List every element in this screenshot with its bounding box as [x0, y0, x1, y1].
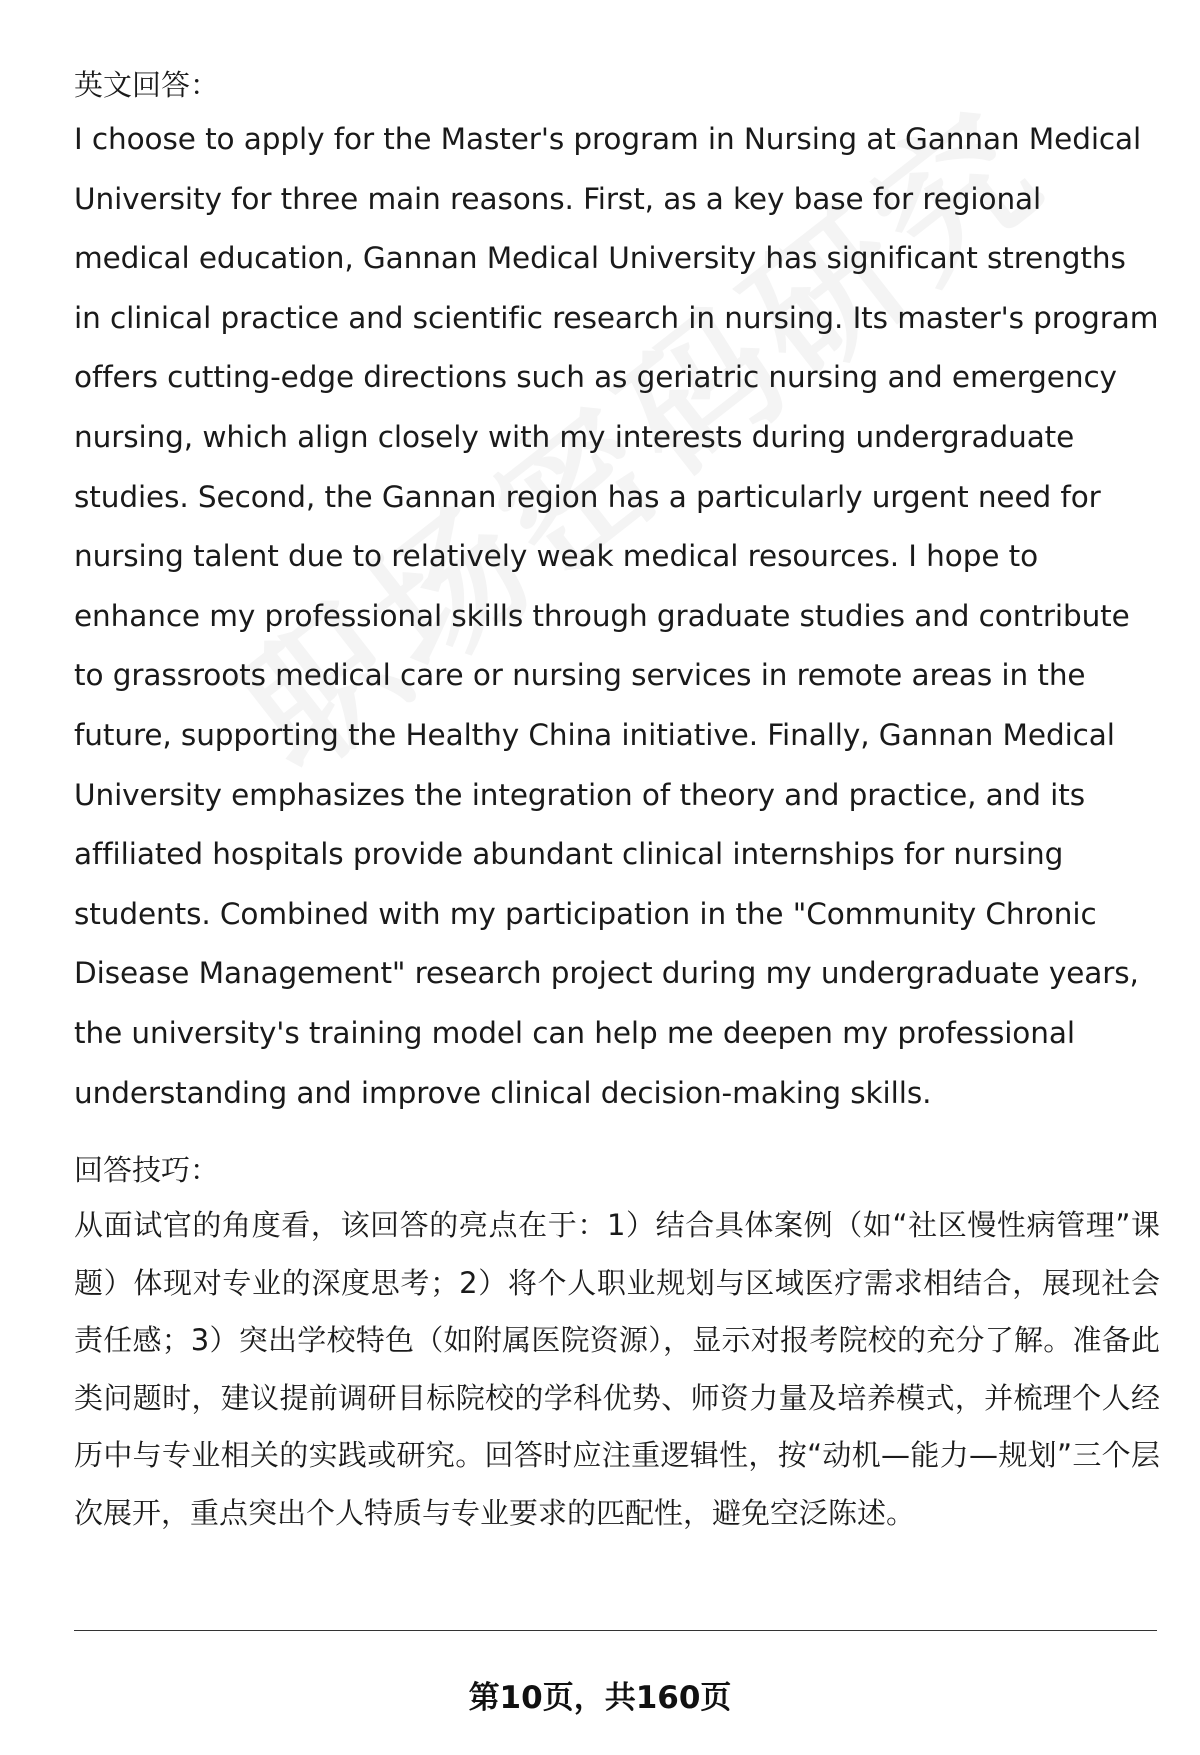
english-answer-text: I choose to apply for the Master's program in Nursing at Gannan Medical University for three main reasons. First, as a key base for regional medical education, Gannan Medical University has significant strengths in clinical practice and scientific research in nursing. Its master's program offers cutting-edge directions such as geriatric nursing and emergency nursing, which align closely with my interests during undergraduate studies. Second, the Gannan region has a particularly urgent need for nursing talent due to relatively weak medical resources. I hope to enhance my professional skills through graduate studies and contribute to grassroots medical care or nursing services in remote areas in the future, supporting the Healthy China initiative. Finally, Gannan Medical University emphasizes the integration of theory and practice, and its affiliated hospitals provide abundant clinical internships for nursing students. Combined with my participation in the "Community Chronic Disease Management" research project during my undergraduate years, the university's training model can help me deepen my professional understanding and improve clinical decision-making skills. — [74, 122, 1159, 1110]
page-number: 第10页，共160页 — [468, 1680, 732, 1716]
english-answer-label: 英文回答： — [74, 68, 220, 102]
document-body — [74, 62, 1160, 1542]
footer-divider — [74, 1630, 1157, 1631]
answer-tips-text: 从面试官的角度看，该回答的亮点在于：1）结合具体案例（如“社区慢性病管理”课题）体现对专业的深度思考；2）将个人职业规划与区域医疗需求相结合，展现社会责任感；3）突出学校特色（如附属医院资源），显示对报考院校的充分了解。准备此类问题时，建议提前调研目标院校的学科优势、师资力量及培养模式，并梳理个人经历中与专业相关的实践或研究。回答时应注重逻辑性，按“动机—能力—规划”三个层次展开，重点突出个人特质与专业要求的匹配性，避免空泛陈述。 — [74, 1208, 1160, 1530]
answer-tips-label: 回答技巧： — [74, 1153, 220, 1188]
